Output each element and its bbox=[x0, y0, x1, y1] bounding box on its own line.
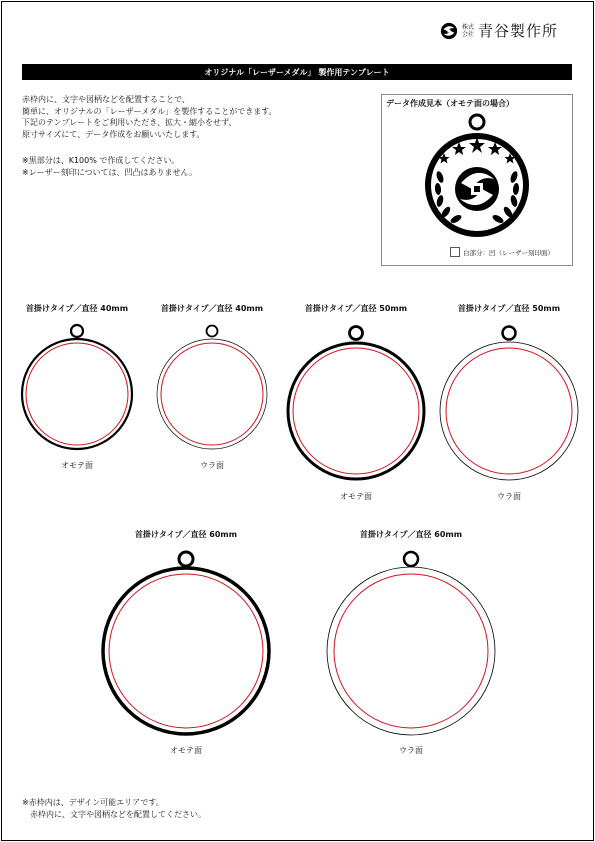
footer-line: 赤枠内に、文字や図柄などを配置してください。 bbox=[22, 810, 206, 819]
sample-box bbox=[381, 94, 573, 266]
medal-type-label: 首掛けタイプ／直径 60mm bbox=[359, 530, 463, 539]
company-logo-icon bbox=[440, 22, 458, 40]
note-line: ※レーザー刻印については、凹凸はありません。 bbox=[22, 167, 198, 177]
medal-side-label: オモテ面 bbox=[340, 492, 372, 501]
medal-type-label: 首掛けタイプ／直径 40mm bbox=[25, 304, 129, 313]
note-line: ※黒部分は、K100% で作成してください。 bbox=[22, 156, 180, 165]
medal-type-label: 首掛けタイプ／直径 40mm bbox=[160, 304, 264, 313]
footer-line: ※赤枠内は、デザイン可能エリアです。 bbox=[22, 798, 164, 807]
white-swatch-icon bbox=[450, 247, 460, 257]
medal-type-label: 首掛けタイプ／直径 50mm bbox=[304, 304, 408, 313]
company-type bbox=[462, 24, 474, 38]
footer-notes bbox=[22, 797, 206, 821]
intro-line: 下記のテンプレートをご利用いただき、拡大・縮小をせず、 bbox=[22, 118, 237, 128]
sample-legend bbox=[450, 247, 554, 257]
sample-legend-label: 白部分：凹（レーザー刻印面） bbox=[463, 248, 554, 257]
medal-type-label: 首掛けタイプ／直径 60mm bbox=[134, 530, 238, 539]
medal-side-label: オモテ面 bbox=[61, 461, 93, 470]
company-type-top: 株式 bbox=[462, 23, 475, 31]
company-type-bottom: 会社 bbox=[462, 30, 475, 38]
intro-text bbox=[22, 94, 362, 140]
company-logo bbox=[440, 20, 558, 41]
medal-side-label: ウラ面 bbox=[497, 492, 521, 501]
medal-side-label: ウラ面 bbox=[200, 461, 224, 470]
intro-line: 赤枠内に、文字や図柄などを配置することで、 bbox=[22, 95, 190, 104]
notes bbox=[22, 155, 362, 178]
medal-side-label: ウラ面 bbox=[399, 746, 423, 755]
medal-side-label: オモテ面 bbox=[170, 746, 202, 755]
intro-line: 原寸サイズにて、データ作成をお願いいたします。 bbox=[22, 129, 205, 139]
page-title: オリジナル「レーザーメダル」 製作用テンプレート bbox=[22, 64, 572, 80]
intro-line: 簡単に、オリジナルの「レーザーメダル」を製作することができます。 bbox=[22, 106, 277, 116]
sample-title: データ作成見本（オモテ面の場合） bbox=[386, 99, 514, 108]
medal-type-label: 首掛けタイプ／直径 50mm bbox=[457, 304, 561, 313]
company-name: 青谷製作所 bbox=[478, 22, 559, 40]
sample-medal-illustration bbox=[416, 109, 538, 239]
